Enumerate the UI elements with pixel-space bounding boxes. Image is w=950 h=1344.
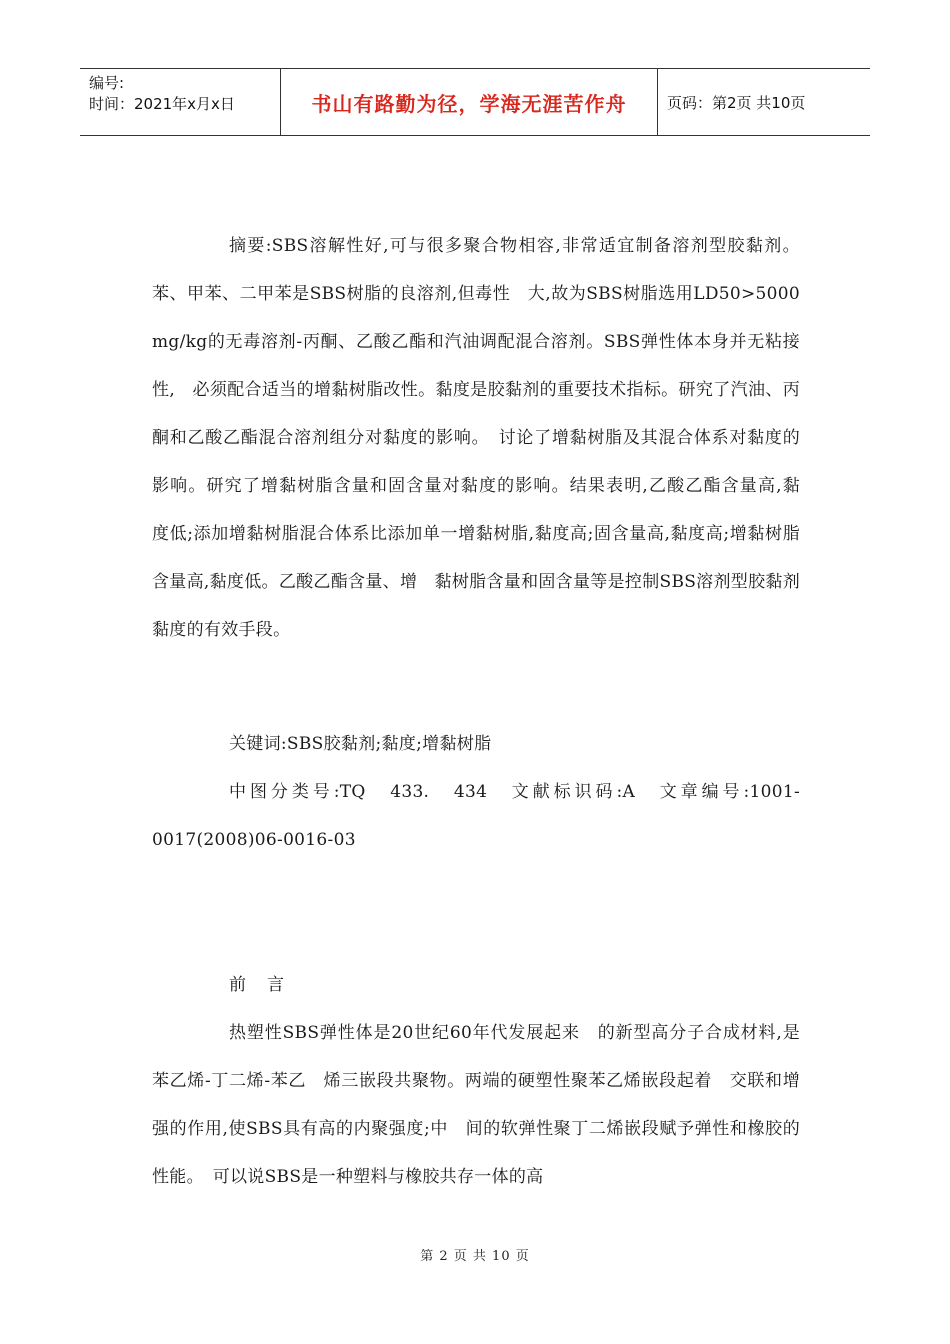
header-page-code-cell (658, 69, 870, 135)
preface-heading: 前 言 (229, 975, 286, 995)
header-motto-cell (281, 69, 658, 135)
preface-section (152, 1009, 800, 1201)
abstract-section (152, 222, 818, 654)
document-number-label: 编号: (89, 74, 125, 92)
page-header (80, 68, 870, 136)
header-motto: 书山有路勤为径，学海无涯苦作舟 (311, 91, 627, 116)
abstract-paragraph: 摘要:SBS溶解性好,可与很多聚合物相容,非常适宜制备溶剂型胶黏剂。苯、甲苯、二甲苯是SBS树脂的良溶剂,但毒性 大,故为SBS树脂选用LD50>5000 mg/kg的无毒溶剂-丙酮、乙酸乙酯和汽油调配混合溶剂。SBS弹性体本身并无粘接性, 必须配合适当的增黏树脂改性。黏度是胶黏剂的重要技术指标。研究了汽油、丙酮和乙酸乙酯混合溶剂组分对黏度的影响。 讨论了增黏树脂及其混合体系对黏度的影响。研究了增黏树脂含量和固含量对黏度的影响。结果表明,乙酸乙酯含量高,黏 度低;添加增黏树脂混合体系比添加单一增黏树脂,黏度高;固含量高,黏度高;增黏树脂含量高,黏度低。乙酸乙酯含量、增 黏树脂含量和固含量等是控制SBS溶剂型胶黏剂黏度的有效手段。 (152, 236, 818, 640)
header-meta-cell (80, 69, 281, 135)
document-time-label: 时间：2021年x月x日 (89, 95, 235, 113)
keywords-line: 关键词:SBS胶黏剂;黏度;增黏树脂 (229, 734, 492, 754)
keywords-section (152, 720, 800, 864)
classification-line: 中图分类号:TQ 433. 434 文献标识码:A 文章编号:1001-0017(2008)06-0016-03 (152, 782, 800, 850)
header-page-code: 页码：第2页 共10页 (667, 93, 806, 112)
page-footer: 第 2 页 共 10 页 (420, 1249, 530, 1264)
preface-paragraph: 热塑性SBS弹性体是20世纪60年代发展起来 的新型高分子合成材料,是苯乙烯-丁二烯-苯乙 烯三嵌段共聚物。两端的硬塑性聚苯乙烯嵌段起着 交联和增强的作用,使SBS具有高的内聚强度;中 间的软弹性聚丁二烯嵌段赋予弹性和橡胶的性能。 可以说SBS是一种塑料与橡胶共存一体的高 (152, 1023, 800, 1187)
